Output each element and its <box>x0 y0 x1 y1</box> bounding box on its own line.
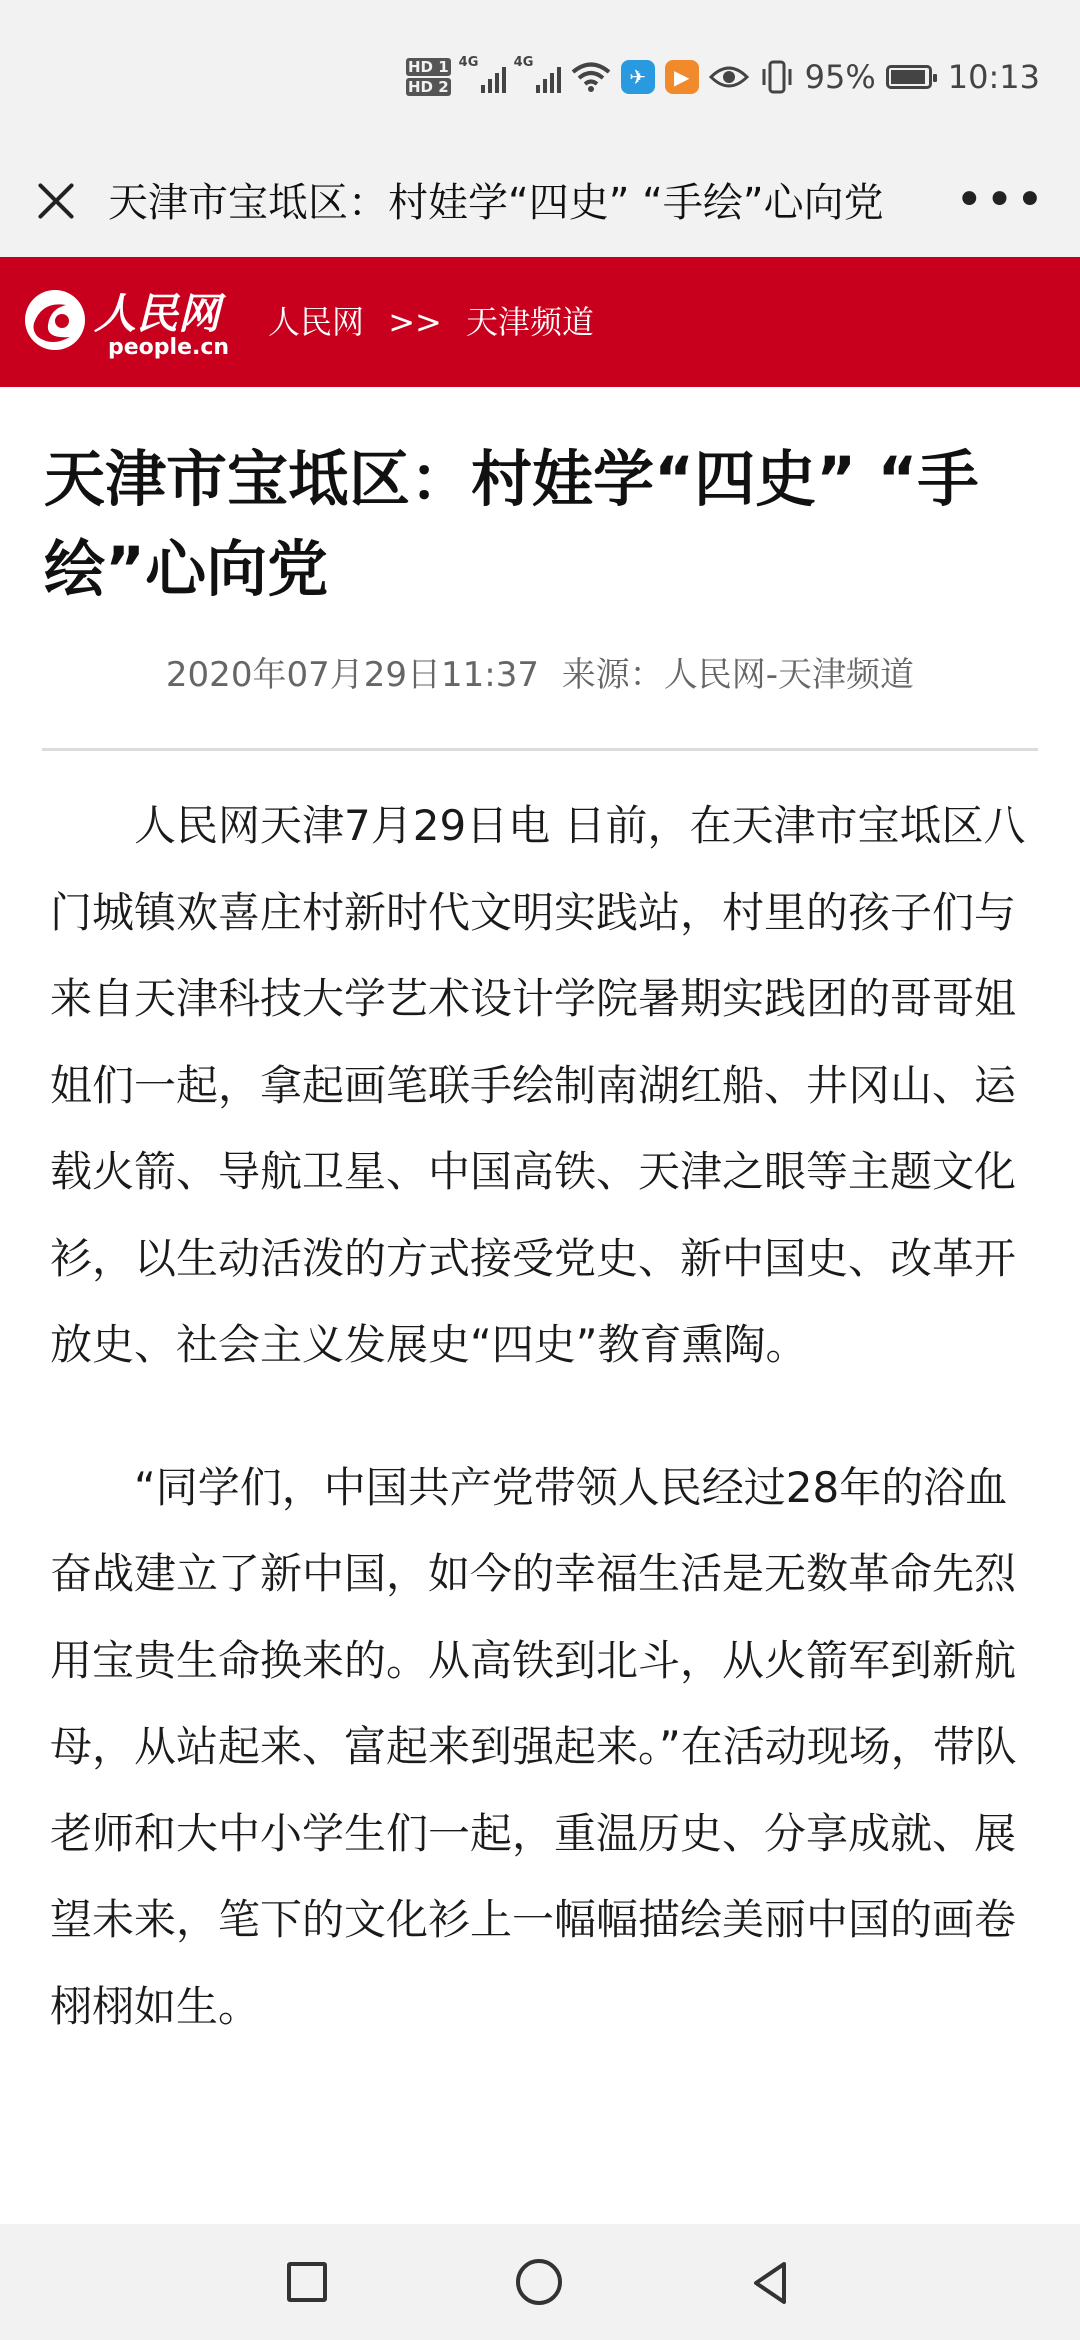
signal-icon <box>458 55 506 93</box>
clock: 10:13 <box>947 58 1040 96</box>
logo-text-cn: 人民网 <box>94 289 221 338</box>
hd1-label: HD 1 <box>407 58 449 76</box>
article-headline: 天津市宝坻区：村娃学“四史” “手绘”心向党 <box>44 444 979 605</box>
status-bar <box>0 0 1080 150</box>
hd-icon <box>406 57 451 97</box>
system-nav-bar <box>0 2224 1080 2340</box>
logo-text-en: people.cn <box>108 335 230 360</box>
vibrate-icon <box>759 59 795 95</box>
article-paragraph: 人民网天津7月29日电 日前，在天津市宝坻区八门城镇欢喜庄村新时代文明实践站，村里的孩子们与来自天津科技大学艺术设计学院暑期实践团的哥哥姐姐们一起，拿起画笔联手绘制南湖红船、井冈山、运载火箭、导航卫星、中国高铁、天津之眼等主题文化衫，以生动活泼的方式接受党史、新中国史、改革开放史、社会主义发展史“四史”教育熏陶。 <box>50 801 1026 1369</box>
divider <box>42 748 1038 751</box>
recent-apps-button[interactable] <box>287 2262 327 2302</box>
battery-icon <box>886 65 932 89</box>
article-meta <box>0 647 1080 696</box>
people-cn-logo[interactable] <box>22 279 232 365</box>
article <box>0 387 1080 2050</box>
network-type-label: 4G <box>458 55 479 70</box>
site-banner <box>0 257 1080 387</box>
network-type-label: 4G <box>513 55 534 70</box>
breadcrumb-separator: >> <box>388 303 442 341</box>
back-button[interactable] <box>746 2258 796 2308</box>
page-title: 天津市宝坻区：村娃学“四史” “手绘”心向党 <box>108 180 884 226</box>
hd2-label: HD 2 <box>407 78 449 96</box>
close-icon[interactable] <box>30 175 82 227</box>
app-notification-icon: ▶ <box>665 60 699 94</box>
battery-percent: 95% <box>804 58 876 96</box>
logo-swirl-icon <box>22 287 88 353</box>
eye-comfort-icon <box>709 63 749 91</box>
browser-title-bar <box>0 150 1080 257</box>
status-icons <box>406 52 1040 102</box>
breadcrumb-home[interactable]: 人民网 <box>268 303 365 341</box>
home-button[interactable] <box>516 2259 562 2305</box>
wifi-icon <box>571 61 611 93</box>
breadcrumb <box>268 257 608 387</box>
article-paragraph: “同学们，中国共产党带领人民经过28年的浴血奋战建立了新中国，如今的幸福生活是无数革命先烈用宝贵生命换来的。从高铁到北斗，从火箭军到新航母，从站起来、富起来到强起来。”在活动现场，带队老师和大中小学生们一起，重温历史、分享成就、展望未来，笔下的文化衫上一幅幅描绘美丽中国的画卷栩栩如生。 <box>50 1462 1017 2031</box>
more-options-icon[interactable]: ••• <box>955 172 1046 228</box>
signal-icon <box>513 55 561 93</box>
app-notification-icon: ✈ <box>621 60 655 94</box>
article-date: 2020年07月29日11:37 <box>165 655 539 695</box>
article-source: 来源：人民网-天津频道 <box>561 655 915 695</box>
breadcrumb-channel[interactable]: 天津频道 <box>465 303 594 341</box>
